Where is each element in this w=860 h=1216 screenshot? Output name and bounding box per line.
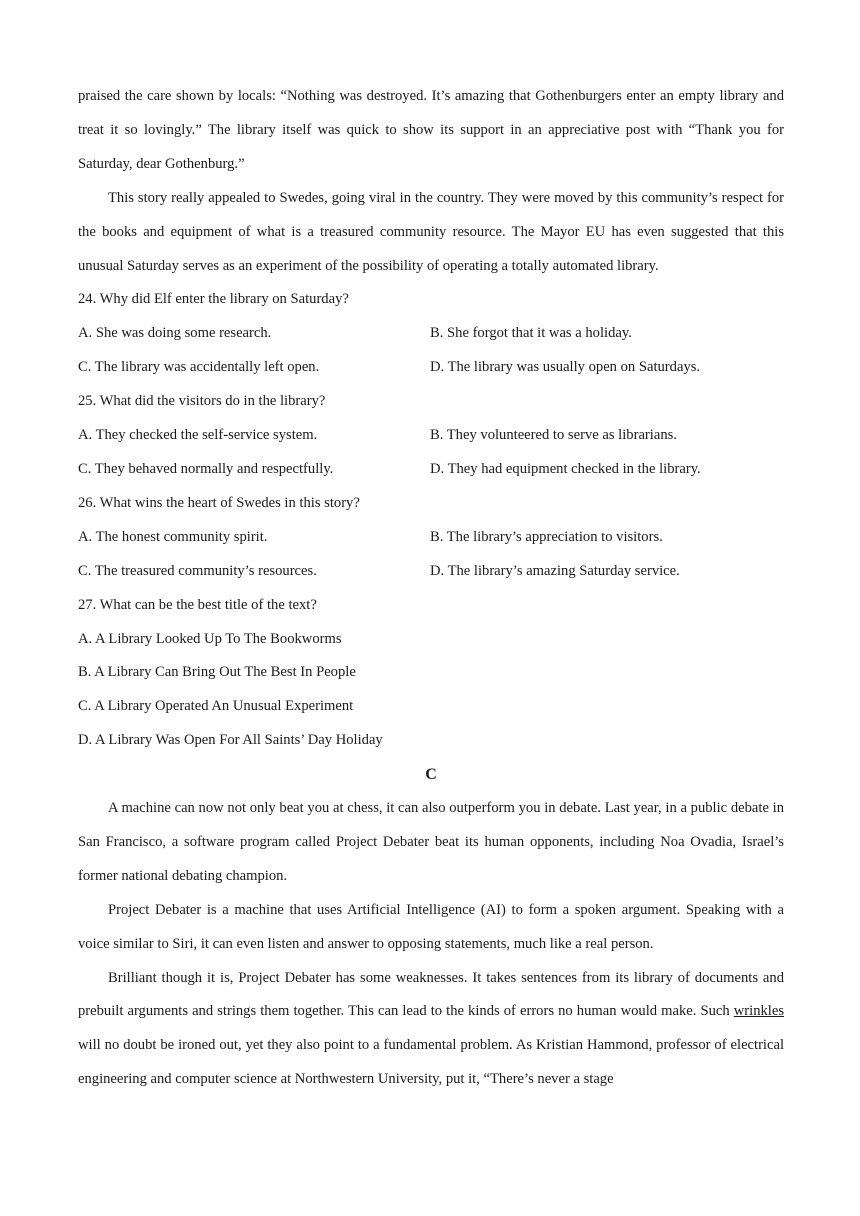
section-c-paragraph-2: Project Debater is a machine that uses Artificial Intelligence (AI) to form a spoken argument. Speaking with a voice similar to Siri, it can even listen and answer to opposing statements, much like a real person. [78, 901, 784, 952]
question-24-options-row-1 [78, 317, 784, 351]
question-24-option-c: C. The library was accidentally left open. [78, 359, 320, 376]
underlined-word-wrinkles: wrinkles [733, 1003, 784, 1020]
question-25-options-row-1 [78, 419, 784, 453]
section-c-paragraph-3 [78, 962, 784, 1098]
passage-b-final-paragraph: This story really appealed to Swedes, going viral in the country. They were moved by this community’s respect for the books and equipment of what is a treasured community resource. The Mayor EU has even suggested that this unusual Saturday serves as an experiment of the possibility of operating a totally automated library. [78, 189, 784, 274]
question-27-option-a: A. A Library Looked Up To The Bookworms [78, 630, 342, 647]
question-25-option-c: C. They behaved normally and respectfully. [78, 460, 334, 477]
question-24-options-row-2 [78, 351, 784, 385]
question-27-stem: 27. What can be the best title of the text? [78, 596, 317, 613]
page-content [78, 80, 784, 1097]
question-25-option-b: B. They volunteered to serve as librarians. [430, 427, 677, 444]
question-26-option-a: A. The honest community spirit. [78, 528, 268, 545]
section-c-heading: C [425, 766, 437, 784]
section-c-paragraph-3-end: will no doubt be ironed out, yet they also point to a fundamental problem. As Kristian Hammond, professor of electrical engineering and computer science at Northwestern University, put it, “There’s never a stage [78, 1037, 784, 1088]
question-27-option-d: D. A Library Was Open For All Saints’ Day Holiday [78, 732, 383, 749]
question-24-option-b: B. She forgot that it was a holiday. [430, 325, 632, 342]
section-c-paragraph-3-start: Brilliant though it is, Project Debater has some weaknesses. It takes sentences from its library of documents and prebuilt arguments and strings them together. This can lead to the kinds of errors no human would make. Such [78, 969, 784, 1020]
question-24-option-a: A. She was doing some research. [78, 325, 272, 342]
question-25-stem: 25. What did the visitors do in the library? [78, 393, 326, 410]
question-26-options-row-1 [78, 521, 784, 555]
question-26-option-c: C. The treasured community’s resources. [78, 562, 317, 579]
question-26-option-b: B. The library’s appreciation to visitors. [430, 528, 663, 545]
section-c-paragraph-1: A machine can now not only beat you at chess, it can also outperform you in debate. Last year, in a public debate in San Francisco, a software program called Project Debater beat its human opponents, including Noa Ovadia, Israel’s former national debating champion. [78, 800, 784, 884]
question-26-stem: 26. What wins the heart of Swedes in this story? [78, 494, 360, 511]
question-24-option-d: D. The library was usually open on Saturdays. [430, 359, 701, 376]
question-27-option-b: B. A Library Can Bring Out The Best In People [78, 664, 356, 681]
question-25-option-d: D. They had equipment checked in the library. [430, 460, 701, 477]
question-26-options-row-2 [78, 555, 784, 589]
question-25-option-a: A. They checked the self-service system. [78, 427, 318, 444]
question-26-option-d: D. The library’s amazing Saturday service. [430, 562, 680, 579]
passage-b-continued-paragraph: praised the care shown by locals: “Nothing was destroyed. It’s amazing that Gothenburgers enter an empty library and treat it so lovingly.” The library itself was quick to show its support in an appreciative post with “Thank you for Saturday, dear Gothenburg.” [78, 88, 784, 172]
question-24-stem: 24. Why did Elf enter the library on Saturday? [78, 291, 349, 308]
question-25-options-row-2 [78, 453, 784, 487]
question-27-option-c: C. A Library Operated An Unusual Experiment [78, 698, 354, 715]
